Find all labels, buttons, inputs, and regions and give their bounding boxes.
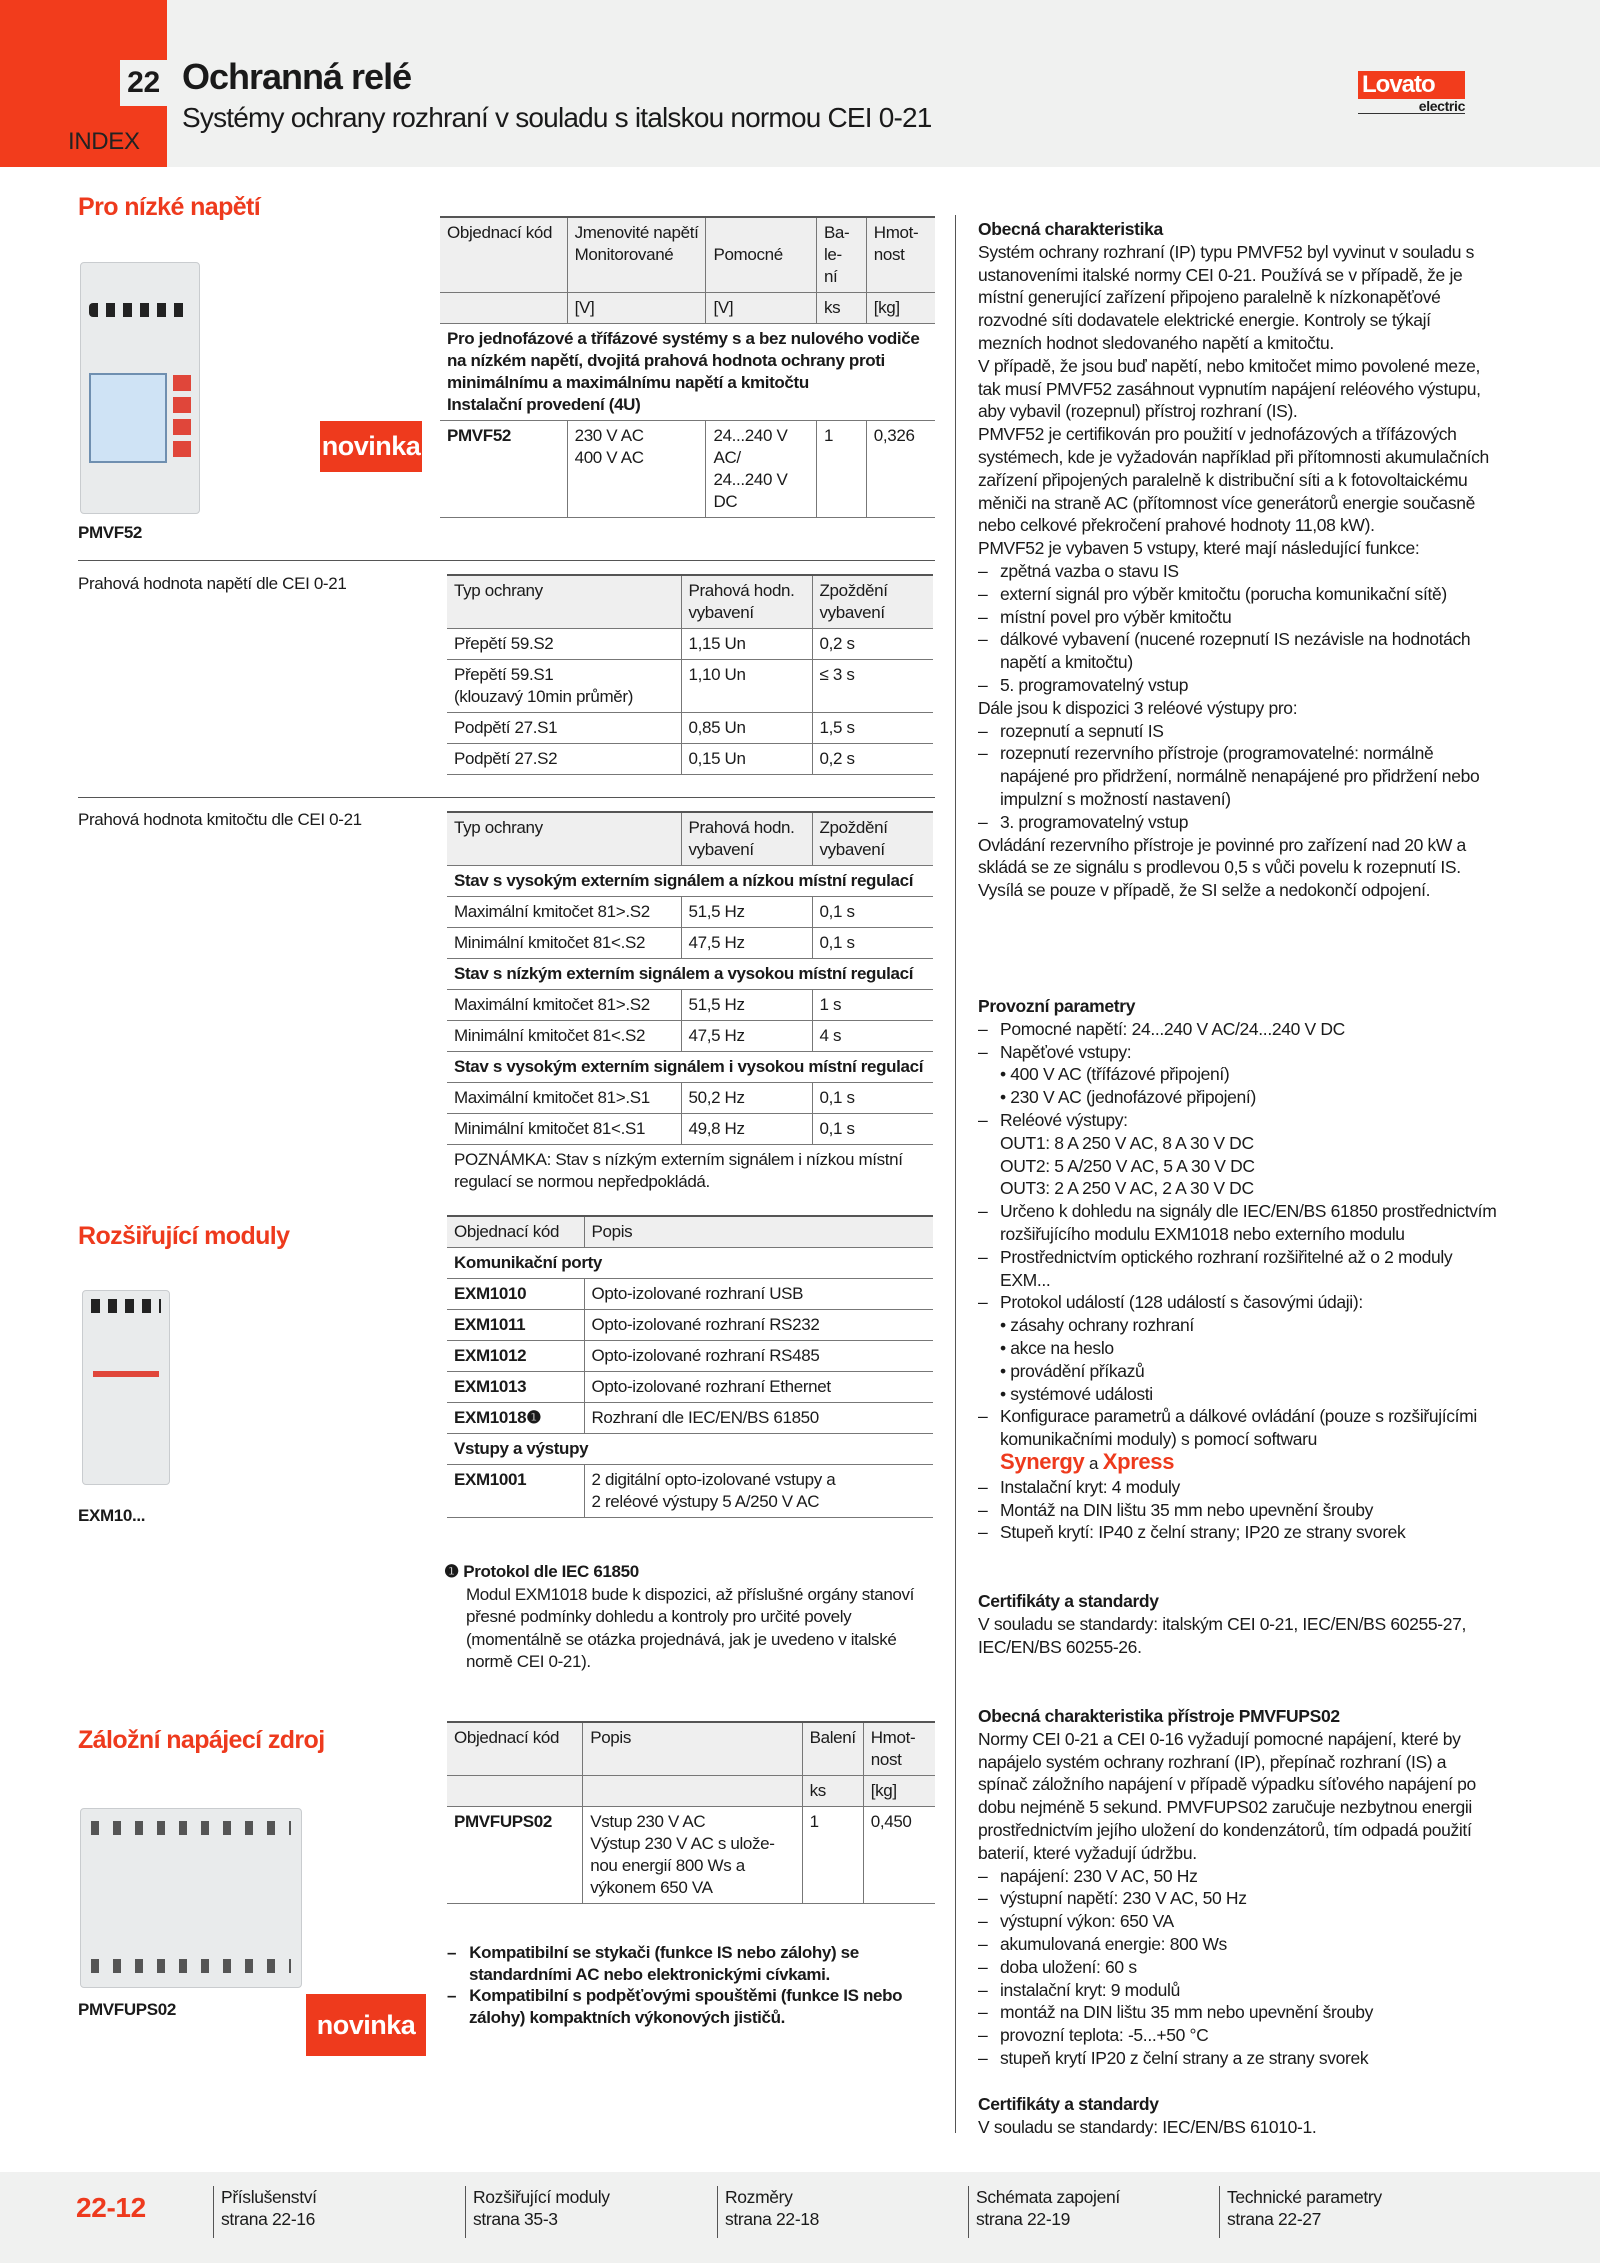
dash-item: – Reléové výstupy: xyxy=(978,1109,1498,1132)
footer-link-page[interactable]: strana 22-19 xyxy=(976,2209,1071,2229)
value-cell: 49,8 Hz xyxy=(681,1114,812,1145)
spec-section xyxy=(978,995,1498,1544)
dash-item: – rozepnutí a sepnutí IS xyxy=(978,720,1498,743)
footer-link-title[interactable]: Příslušenství xyxy=(221,2187,317,2207)
new-badge: novinka xyxy=(306,1994,426,2056)
value-cell: Vstup 230 V AC Výstup 230 V AC s ulože- nou energií 800 Ws a výkonem 650 VA xyxy=(583,1807,802,1904)
footnote-title: Protokol dle IEC 61850 xyxy=(463,1562,639,1581)
exm-module-image xyxy=(82,1290,170,1485)
paragraph: PMVF52 je vybaven 5 vstupy, které mají následující funkce: xyxy=(978,538,1420,559)
footer-link-3[interactable] xyxy=(968,2186,1120,2238)
value-cell: 0,85 Un xyxy=(681,713,812,744)
table-row xyxy=(447,713,933,744)
bullet-item: • provádění příkazů xyxy=(978,1360,1498,1383)
logo-subtitle: electric xyxy=(1358,99,1465,114)
value-cell: 0,1 s xyxy=(812,1083,933,1114)
table-body xyxy=(447,629,933,775)
code-cell: Maximální kmitočet 81>.S2 xyxy=(447,990,681,1021)
divider xyxy=(78,797,935,798)
table-header xyxy=(447,812,933,866)
section-heading-modules: Rozšiřující moduly xyxy=(78,1222,290,1250)
spec-section xyxy=(978,2093,1498,2139)
dash-item: – zpětná vazba o stavu IS xyxy=(978,560,1498,583)
table-row xyxy=(447,1465,933,1518)
value-cell: 47,5 Hz xyxy=(681,928,812,959)
paragraph: V případě, že jsou buď napětí, nebo kmitočet mimo povolené meze, tak musí PMVF52 zasáhnout vypnutím napájení reléového výstupu, aby vybavil (rozepnul) přístroj rozhraní (IS). xyxy=(978,355,1481,422)
table-header xyxy=(447,575,933,629)
section-heading-low-voltage: Pro nízké napětí xyxy=(78,193,261,221)
paragraph: Dále jsou k dispozici 3 reléové výstupy pro: xyxy=(978,697,1298,718)
dash-item: – Pomocné napětí: 24...240 V AC/24...240 V DC xyxy=(978,1018,1498,1041)
terminal-screws-icon xyxy=(89,303,189,317)
product-label: PMVFUPS02 xyxy=(78,2000,176,2019)
red-stripe-icon xyxy=(93,1371,159,1377)
dash-item: – externí signál pro výběr kmitočtu (porucha komunikační sítě) xyxy=(978,583,1498,606)
value-cell: 0,1 s xyxy=(812,1114,933,1145)
code-cell: Přepětí 59.S2 xyxy=(447,629,681,660)
unit-cell xyxy=(447,1776,583,1807)
code-cell: EXM1011 xyxy=(447,1310,584,1341)
header-row xyxy=(447,1216,933,1248)
frequency-threshold-table xyxy=(447,811,933,1197)
value-cell: 0,15 Un xyxy=(681,744,812,775)
value-cell: Opto-izolované rozhraní RS485 xyxy=(584,1341,933,1372)
section-heading-ups: Záložní napájecí zdroj xyxy=(78,1726,325,1754)
section-heading: Certifikáty a standardy xyxy=(978,2094,1159,2114)
table-row xyxy=(447,1021,933,1052)
column-header: Balení xyxy=(802,1722,863,1776)
footer-link-2[interactable] xyxy=(717,2186,819,2238)
table-body xyxy=(447,1807,935,1904)
dash-item: – akumulovaná energie: 800 Ws xyxy=(978,1933,1498,1956)
product-label: EXM10... xyxy=(78,1506,146,1525)
unit-cell: ks xyxy=(802,1776,863,1807)
dash-item: – stupeň krytí IP20 z čelní strany a ze strany svorek xyxy=(978,2047,1498,2070)
code-cell: PMVFUPS02 xyxy=(447,1807,583,1904)
table-body xyxy=(447,866,933,1198)
value-cell: 1 xyxy=(802,1807,863,1904)
pmvfups02-product-image xyxy=(80,1808,302,1988)
footer-link-0[interactable] xyxy=(213,2186,317,2238)
section-row xyxy=(447,866,933,897)
note-text: Komunikační porty xyxy=(447,1248,933,1279)
dash-item: – Montáž na DIN lištu 35 mm nebo upevnění šrouby xyxy=(978,1499,1498,1522)
note-text: Vstupy a výstupy xyxy=(447,1434,933,1465)
column-header: Pomocné xyxy=(706,217,816,293)
column-header: Hmot- nost xyxy=(863,1722,935,1776)
modules-order-table xyxy=(447,1215,933,1518)
table-header xyxy=(447,1722,935,1807)
synergy-logo: Synergy xyxy=(1000,1448,1085,1474)
spec-section xyxy=(978,1590,1498,1658)
column-header: Ba- le- ní xyxy=(816,217,866,293)
table-row xyxy=(447,1310,933,1341)
note-row xyxy=(440,324,935,421)
frequency-threshold-label: Prahová hodnota kmitočtu dle CEI 0-21 xyxy=(78,810,362,829)
paragraph: OUT1: 8 A 250 V AC, 8 A 30 V DC xyxy=(1000,1132,1254,1153)
footer-link-title[interactable]: Technické parametry xyxy=(1227,2187,1382,2207)
terminal-screws-icon xyxy=(91,1959,291,1973)
value-cell: 0,2 s xyxy=(812,629,933,660)
note-text: POZNÁMKA: Stav s nízkým externím signálem i nízkou místní regulací se normou nepředpokládá. xyxy=(454,1150,903,1191)
paragraph: V souladu se standardy: italským CEI 0-21, IEC/EN/BS 60255-27, IEC/EN/BS 60255-26. xyxy=(978,1613,1466,1657)
table-row xyxy=(447,928,933,959)
note-text: Kompatibilní s podpěťovými spouštěmi (funkce IS nebo zálohy) kompaktních výkonových jističů. xyxy=(469,1986,903,2027)
xpress-logo: Xpress xyxy=(1102,1448,1175,1474)
table-row xyxy=(447,1279,933,1310)
note-row xyxy=(447,1434,933,1465)
note-text: Kompatibilní se stykači (funkce IS nebo zálohy) se standardními AC nebo elektronickými cívkami. xyxy=(469,1943,859,1984)
logo-mark: Lovato xyxy=(1358,71,1465,99)
value-cell: 1,15 Un xyxy=(681,629,812,660)
paragraph: Ovládání rezervního přístroje je povinné pro zařízení nad 20 kW a skládá se ze signálu s prodlevou 0,5 s vůči povelu k rozepnutí IS. Vysílá se pouze v případě, že SI selže a nedokončí odpojení. xyxy=(978,834,1466,901)
table-row xyxy=(447,744,933,775)
footer-link-page[interactable]: strana 35-3 xyxy=(473,2209,558,2229)
header-row xyxy=(447,1722,935,1776)
column-header: Objednací kód xyxy=(447,1722,583,1776)
dash-item: – 3. programovatelný vstup xyxy=(978,811,1498,834)
voltage-threshold-table xyxy=(447,574,933,775)
column-header: Popis xyxy=(584,1216,933,1248)
dash-item: – Prostřednictvím optického rozhraní rozšiřitelné až o 2 moduly EXM... xyxy=(978,1246,1498,1292)
table-body xyxy=(447,1248,933,1518)
value-cell: 230 V AC 400 V AC xyxy=(567,421,706,518)
dash-item: – Stupeň krytí: IP40 z čelní strany; IP20 ze strany svorek xyxy=(978,1521,1498,1544)
column-header: Objednací kód xyxy=(440,217,567,293)
display-screen-icon xyxy=(89,373,167,463)
value-cell: Opto-izolované rozhraní RS232 xyxy=(584,1310,933,1341)
column-header: Jmenovité napětí Monitorované xyxy=(567,217,706,293)
value-cell: 0,2 s xyxy=(812,744,933,775)
table-row xyxy=(447,1807,935,1904)
column-header: Prahová hodn. vybavení xyxy=(681,575,812,629)
code-cell: EXM1013 xyxy=(447,1372,584,1403)
footer-link-title[interactable]: Rozměry xyxy=(725,2187,793,2207)
column-header: Popis xyxy=(583,1722,802,1776)
value-cell: 47,5 Hz xyxy=(681,1021,812,1052)
code-cell: Podpětí 27.S2 xyxy=(447,744,681,775)
product-label: PMVF52 xyxy=(78,523,143,542)
value-cell: 0,450 xyxy=(863,1807,935,1904)
footer-link-1[interactable] xyxy=(465,2186,610,2238)
section-title: Stav s vysokým externím signálem a nízkou místní regulací xyxy=(447,866,933,897)
bullet-item: • systémové události xyxy=(978,1383,1498,1406)
footer-link-title[interactable]: Schémata zapojení xyxy=(976,2187,1120,2207)
code-cell: Podpětí 27.S1 xyxy=(447,713,681,744)
header-row xyxy=(440,217,935,293)
section-heading: Obecná charakteristika xyxy=(978,219,1163,239)
dash-item: – doba uložení: 60 s xyxy=(978,1956,1498,1979)
dash-item: – provozní teplota: -5...+50 °C xyxy=(978,2024,1498,2047)
value-cell: 51,5 Hz xyxy=(681,897,812,928)
unit-cell: [V] xyxy=(567,293,706,324)
code-cell: Přepětí 59.S1 (klouzavý 10min průměr) xyxy=(447,660,681,713)
value-cell: Opto-izolované rozhraní Ethernet xyxy=(584,1372,933,1403)
column-header: Typ ochrany xyxy=(447,575,681,629)
terminal-screws-icon xyxy=(91,1299,161,1313)
dash-item: – 5. programovatelný vstup xyxy=(978,674,1498,697)
dash-item: – montáž na DIN lištu 35 mm nebo upevnění šrouby xyxy=(978,2001,1498,2024)
bullet-item: • 400 V AC (třífázové připojení) xyxy=(978,1063,1498,1086)
table-header xyxy=(440,217,935,324)
dash-item: – Konfigurace parametrů a dálkové ovládání (pouze s rozšiřujícími komunikačními moduly) s pomocí softwaru xyxy=(978,1405,1498,1451)
voltage-threshold-label: Prahová hodnota napětí dle CEI 0-21 xyxy=(78,574,347,593)
table-row xyxy=(447,1114,933,1145)
table-row xyxy=(447,1372,933,1403)
dash-item: – Protokol událostí (128 událostí s časovými údaji): xyxy=(978,1291,1498,1314)
ups-order-table xyxy=(447,1721,935,1904)
value-cell: 0,326 xyxy=(866,421,935,518)
value-cell: Opto-izolované rozhraní USB xyxy=(584,1279,933,1310)
value-cell: 24...240 V AC/ 24...240 V DC xyxy=(706,421,816,518)
section-row xyxy=(447,1052,933,1083)
dash-item: – dálkové vybavení (nucené rozepnutí IS nezávisle na hodnotách napětí a kmitočtu) xyxy=(978,628,1498,674)
paragraph: Systém ochrany rozhraní (IP) typu PMVF52 byl vyvinut v souladu s ustanoveními italské normy CEI 0-21. Používá se v případě, že je místní generující zařízení připojeno paralelně k nízkonapěťové rozvodné síti dodavatele elektrické energie. Kontroly se týkají mezních hodnot sledovaného napětí a kmitočtu. xyxy=(978,241,1475,353)
table-body xyxy=(440,324,935,518)
column-header: Zpoždění vybavení xyxy=(812,812,933,866)
code-cell: Maximální kmitočet 81>.S1 xyxy=(447,1083,681,1114)
dash-item: – Napěťové vstupy: xyxy=(978,1041,1498,1064)
dash-item: – rozepnutí rezervního přístroje (programovatelné: normálně napájené pro přidržení, normálně nenapájené pro přidržení nebo impulzní s možností nastavení) xyxy=(978,742,1498,810)
spec-section xyxy=(978,1705,1498,2070)
value-cell: 0,1 s xyxy=(812,897,933,928)
code-cell: EXM1001 xyxy=(447,1465,584,1518)
table-row xyxy=(447,629,933,660)
note-text: Pro jednofázové a třífázové systémy s a bez nulového vodiče na nízkém napětí, dvojitá prahová hodnota ochrany proti minimálnímu a maximálnímu napětí a kmitočtu Instalační provedení (4U) xyxy=(440,324,935,421)
dash-item: – napájení: 230 V AC, 50 Hz xyxy=(978,1865,1498,1888)
pmvf52-product-image xyxy=(80,262,200,514)
lovato-logo xyxy=(1358,71,1465,114)
table-row xyxy=(447,1083,933,1114)
value-cell: 1 xyxy=(816,421,866,518)
value-cell: ≤ 3 s xyxy=(812,660,933,713)
new-badge: novinka xyxy=(320,421,422,472)
unit-cell xyxy=(440,293,567,324)
section-heading: Obecná charakteristika přístroje PMVFUPS02 xyxy=(978,1706,1340,1726)
footer-link-page[interactable]: strana 22-16 xyxy=(221,2209,316,2229)
code-cell: PMVF52 xyxy=(440,421,567,518)
footer-link-page[interactable]: strana 22-27 xyxy=(1227,2209,1322,2229)
keypad-buttons-icon xyxy=(173,375,191,457)
spec-section xyxy=(978,218,1498,902)
bullet-item: • akce na heslo xyxy=(978,1337,1498,1360)
ups-notes xyxy=(447,1942,935,2028)
dash-item: – Instalační kryt: 4 moduly xyxy=(978,1476,1498,1499)
units-row xyxy=(440,293,935,324)
value-cell: 1,5 s xyxy=(812,713,933,744)
unit-cell: [V] xyxy=(706,293,816,324)
table-row xyxy=(447,1341,933,1372)
value-cell: 50,2 Hz xyxy=(681,1083,812,1114)
paragraph: V souladu se standardy: IEC/EN/BS 61010-1. xyxy=(978,2116,1317,2137)
code-cell: EXM1018❶ xyxy=(447,1403,584,1434)
paragraph: OUT3: 2 A 250 V AC, 2 A 30 V DC xyxy=(1000,1178,1254,1199)
code-cell: Minimální kmitočet 81<.S1 xyxy=(447,1114,681,1145)
divider xyxy=(78,560,935,561)
bullet-item: • zásahy ochrany rozhraní xyxy=(978,1314,1498,1337)
page-title: Ochranná relé xyxy=(182,56,412,97)
code-cell: EXM1012 xyxy=(447,1341,584,1372)
value-cell: 1,10 Un xyxy=(681,660,812,713)
chapter-number: 22 xyxy=(120,60,167,106)
paragraph: OUT2: 5 A/250 V AC, 5 A 30 V DC xyxy=(1000,1155,1255,1176)
section-title: Stav s vysokým externím signálem i vysokou místní regulací xyxy=(447,1052,933,1083)
modules-footnote xyxy=(444,1561,934,1674)
value-cell: 1 s xyxy=(812,990,933,1021)
units-row xyxy=(447,1776,935,1807)
paragraph: PMVF52 je certifikován pro použití v jednofázových a třífázových systémech, kde je vyžadován například při přítomnosti akumulačních zařízení připojených paralelně k distribuční síti a k fotovoltaickému měniči na straně AC (přítomnost více generátorů energie současně nebo celkové překročení prahové hodnoty 11,08 kW). xyxy=(978,424,1489,536)
footnote-text: Modul EXM1018 bude k dispozici, až příslušné orgány stanoví přesné podmínky dohledu a kontroly pro určité povely (momentálně se otázka projednává, jak je uvedeno v italské normě CEI 0-21). xyxy=(466,1584,915,1671)
note-row xyxy=(447,1248,933,1279)
section-heading: Certifikáty a standardy xyxy=(978,1591,1159,1611)
pmvf52-order-table xyxy=(440,216,935,518)
table-row xyxy=(440,421,935,518)
column-header: Hmot- nost xyxy=(866,217,935,293)
unit-cell xyxy=(583,1776,802,1807)
compatibility-note: – Kompatibilní s podpěťovými spouštěmi (funkce IS nebo zálohy) kompaktních výkonových jističů. xyxy=(447,1986,903,2027)
table-row xyxy=(447,897,933,928)
value-cell: 4 s xyxy=(812,1021,933,1052)
note-row xyxy=(447,1145,933,1198)
dash-item: – výstupní výkon: 650 VA xyxy=(978,1910,1498,1933)
unit-cell: [kg] xyxy=(866,293,935,324)
table-row xyxy=(447,660,933,713)
unit-cell: [kg] xyxy=(863,1776,935,1807)
table-header xyxy=(447,1216,933,1248)
compatibility-note: – Kompatibilní se stykači (funkce IS nebo zálohy) se standardními AC nebo elektronickými cívkami. xyxy=(447,1943,859,1984)
value-cell: 2 digitální opto-izolované vstupy a 2 reléové výstupy 5 A/250 V AC xyxy=(584,1465,933,1518)
software-logos xyxy=(978,1448,1498,1476)
table-row xyxy=(447,990,933,1021)
page-number: 22-12 xyxy=(76,2192,146,2223)
index-link[interactable]: INDEX xyxy=(68,128,140,155)
value-cell: Rozhraní dle IEC/EN/BS 61850 xyxy=(584,1403,933,1434)
column-separator xyxy=(955,215,956,2133)
footer-link-title[interactable]: Rozšiřující moduly xyxy=(473,2187,610,2207)
dash-item: – výstupní napětí: 230 V AC, 50 Hz xyxy=(978,1887,1498,1910)
header-row xyxy=(447,812,933,866)
unit-cell: ks xyxy=(816,293,866,324)
code-cell: EXM1010 xyxy=(447,1279,584,1310)
section-row xyxy=(447,959,933,990)
dash-item: – instalační kryt: 9 modulů xyxy=(978,1979,1498,2002)
value-cell: 0,1 s xyxy=(812,928,933,959)
code-cell: Minimální kmitočet 81<.S2 xyxy=(447,928,681,959)
column-header: Objednací kód xyxy=(447,1216,584,1248)
value-cell: 51,5 Hz xyxy=(681,990,812,1021)
column-header: Typ ochrany xyxy=(447,812,681,866)
header-row xyxy=(447,575,933,629)
table-row xyxy=(447,1403,933,1434)
terminal-screws-icon xyxy=(91,1821,291,1835)
footer-link-page[interactable]: strana 22-18 xyxy=(725,2209,820,2229)
code-cell: Minimální kmitočet 81<.S2 xyxy=(447,1021,681,1052)
section-heading: Provozní parametry xyxy=(978,996,1136,1016)
section-title: Stav s nízkým externím signálem a vysokou místní regulací xyxy=(447,959,933,990)
footer-link-4[interactable] xyxy=(1219,2186,1382,2238)
dash-item: – místní povel pro výběr kmitočtu xyxy=(978,606,1498,629)
bullet-item: • 230 V AC (jednofázové připojení) xyxy=(978,1086,1498,1109)
footnote-marker: ❶ xyxy=(444,1562,459,1581)
code-cell: Maximální kmitočet 81>.S2 xyxy=(447,897,681,928)
column-header: Zpoždění vybavení xyxy=(812,575,933,629)
paragraph: Normy CEI 0-21 a CEI 0-16 vyžadují pomocné napájení, které by napájelo systém ochrany rozhraní (IP), přepínač rozhraní (IS) a spínač záložního napájení v případě výpadku síťového napájení po dobu nejméně 5 sekund. PMVFUPS02 zaručuje nezbytnou energii prostřednictvím jejího uložení do kondenzátorů, tím odpadá použití baterií, které vyžadují údržbu. xyxy=(978,1728,1476,1863)
page-subtitle: Systémy ochrany rozhraní v souladu s italskou normou CEI 0-21 xyxy=(182,102,932,133)
and-text: a xyxy=(1089,1453,1099,1473)
column-header: Prahová hodn. vybavení xyxy=(681,812,812,866)
dash-item: – Určeno k dohledu na signály dle IEC/EN/BS 61850 prostřednictvím rozšiřujícího modulu EXM1018 nebo externího modulu xyxy=(978,1200,1498,1246)
